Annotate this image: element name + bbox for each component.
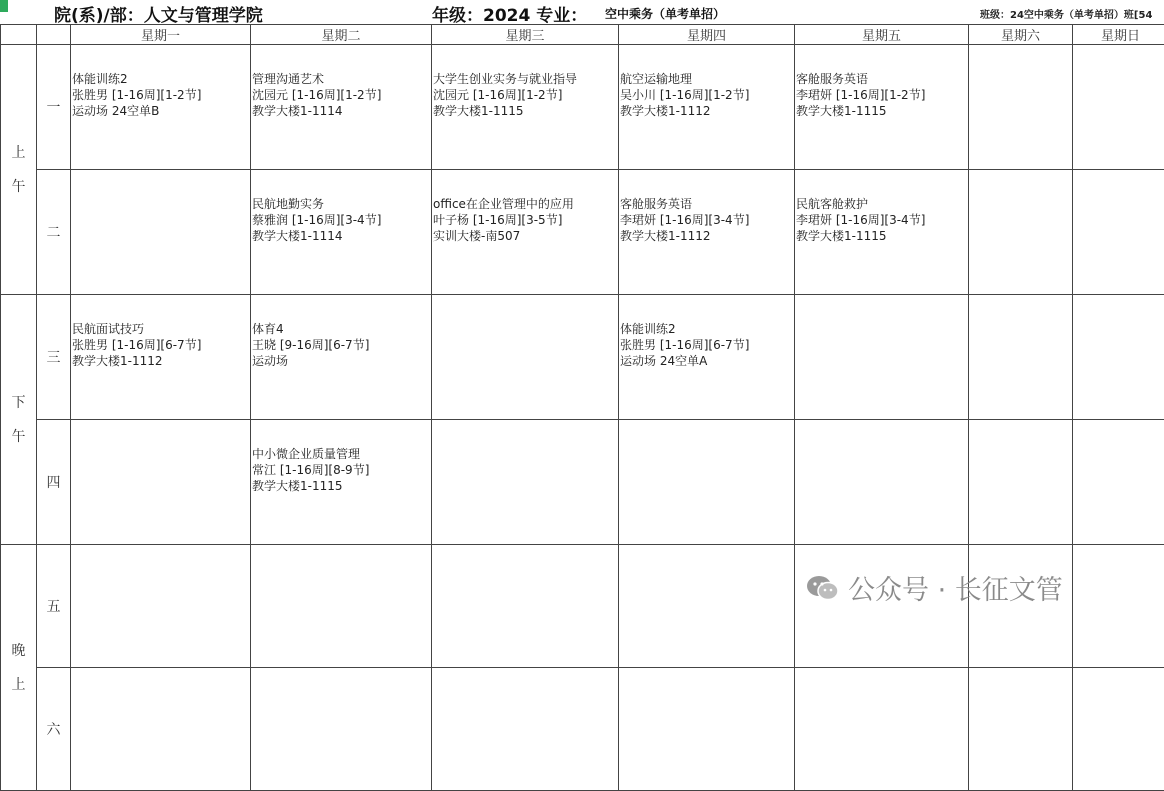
major-name: 空中乘务（单考单招）	[605, 5, 725, 22]
day-header: 星期二	[251, 25, 432, 45]
grade-major-label: 年级：2024 专业：	[432, 1, 587, 26]
course-teacher: 吴小川 [1-16周][1-2节]	[620, 87, 794, 103]
course-cell[interactable]	[619, 295, 795, 420]
course-room: 教学大楼1-1114	[252, 228, 431, 244]
course-name: 体能训练2	[620, 321, 794, 337]
course-room: 教学大楼1-1114	[252, 103, 431, 119]
course-name: 体能训练2	[72, 71, 250, 87]
day-header: 星期四	[619, 25, 795, 45]
period-row	[1, 170, 1164, 295]
course-cell[interactable]	[619, 170, 795, 295]
course-room: 运动场 24空单A	[620, 353, 794, 369]
empty-cell	[251, 668, 432, 791]
course-name: 大学生创业实务与就业指导	[433, 71, 618, 87]
empty-cell	[1073, 420, 1164, 545]
session-char: 上	[1, 668, 36, 702]
period-label: 一	[37, 45, 71, 170]
period-label: 四	[37, 420, 71, 545]
course-room: 运动场 24空单B	[72, 103, 250, 119]
empty-cell	[969, 420, 1073, 545]
watermark-text: 公众号 · 长征文管	[848, 568, 1063, 607]
day-header: 星期一	[71, 25, 251, 45]
course-teacher: 蔡雅润 [1-16周][3-4节]	[252, 212, 431, 228]
session-char: 下	[1, 386, 36, 420]
empty-cell	[1073, 545, 1164, 668]
session-char: 晚	[1, 634, 36, 668]
course-room: 实训大楼-南507	[433, 228, 618, 244]
day-header: 星期三	[432, 25, 619, 45]
period-label: 三	[37, 295, 71, 420]
day-header: 星期五	[795, 25, 969, 45]
course-room: 教学大楼1-1112	[72, 353, 250, 369]
empty-cell	[619, 668, 795, 791]
empty-cell	[969, 170, 1073, 295]
course-room: 运动场	[252, 353, 431, 369]
empty-cell	[795, 420, 969, 545]
class-info: 班级：24空中乘务（单考单招）班[54	[980, 6, 1152, 21]
course-name: 航空运输地理	[620, 71, 794, 87]
timetable	[0, 24, 1164, 791]
day-header-row	[1, 25, 1164, 45]
empty-cell	[432, 420, 619, 545]
watermark	[806, 568, 1063, 607]
period-row	[1, 420, 1164, 545]
course-cell[interactable]	[71, 295, 251, 420]
course-cell[interactable]	[71, 45, 251, 170]
course-name: 民航客舱救护	[796, 196, 968, 212]
course-teacher: 张胜男 [1-16周][6-7节]	[72, 337, 250, 353]
session-label-morning	[1, 45, 37, 295]
period-row	[1, 295, 1164, 420]
period-row	[1, 45, 1164, 170]
course-teacher: 张胜男 [1-16周][1-2节]	[72, 87, 250, 103]
empty-cell	[795, 668, 969, 791]
course-teacher: 常江 [1-16周][8-9节]	[252, 462, 431, 478]
course-name: 体育4	[252, 321, 431, 337]
course-teacher: 李珺妍 [1-16周][3-4节]	[620, 212, 794, 228]
course-cell[interactable]	[795, 45, 969, 170]
day-header: 星期日	[1073, 25, 1164, 45]
course-teacher: 王晓 [9-16周][6-7节]	[252, 337, 431, 353]
department-label: 院(系)/部：人文与管理学院	[54, 1, 263, 26]
course-room: 教学大楼1-1112	[620, 228, 794, 244]
course-teacher: 沈园元 [1-16周][1-2节]	[252, 87, 431, 103]
course-name: 客舱服务英语	[796, 71, 968, 87]
empty-cell	[1073, 170, 1164, 295]
course-cell[interactable]	[432, 170, 619, 295]
course-name: 民航面试技巧	[72, 321, 250, 337]
course-cell[interactable]	[795, 170, 969, 295]
course-cell[interactable]	[251, 420, 432, 545]
period-row	[1, 668, 1164, 791]
course-room: 教学大楼1-1115	[433, 103, 618, 119]
empty-cell	[71, 545, 251, 668]
course-room: 教学大楼1-1112	[620, 103, 794, 119]
empty-cell	[71, 668, 251, 791]
empty-cell	[1073, 668, 1164, 791]
course-cell[interactable]	[432, 45, 619, 170]
corner-cell	[1, 25, 37, 45]
session-char: 午	[1, 170, 36, 204]
period-label: 六	[37, 668, 71, 791]
course-name: 客舱服务英语	[620, 196, 794, 212]
empty-cell	[251, 545, 432, 668]
course-teacher: 叶子杨 [1-16周][3-5节]	[433, 212, 618, 228]
course-cell[interactable]	[251, 170, 432, 295]
course-room: 教学大楼1-1115	[796, 228, 968, 244]
course-room: 教学大楼1-1115	[796, 103, 968, 119]
empty-cell	[432, 295, 619, 420]
empty-cell	[969, 295, 1073, 420]
empty-cell	[432, 668, 619, 791]
empty-cell	[619, 545, 795, 668]
empty-cell	[795, 295, 969, 420]
course-teacher: 李珺妍 [1-16周][1-2节]	[796, 87, 968, 103]
wechat-icon	[806, 575, 840, 601]
timetable-header	[0, 0, 1164, 24]
course-cell[interactable]	[619, 45, 795, 170]
empty-cell	[969, 668, 1073, 791]
course-room: 教学大楼1-1115	[252, 478, 431, 494]
course-teacher: 李珺妍 [1-16周][3-4节]	[796, 212, 968, 228]
course-teacher: 沈园元 [1-16周][1-2节]	[433, 87, 618, 103]
empty-cell	[432, 545, 619, 668]
day-header: 星期六	[969, 25, 1073, 45]
period-label: 二	[37, 170, 71, 295]
session-label-evening	[1, 545, 37, 791]
course-name: office在企业管理中的应用	[433, 196, 618, 212]
empty-cell	[71, 170, 251, 295]
session-char: 午	[1, 420, 36, 454]
empty-cell	[969, 45, 1073, 170]
course-cell[interactable]	[251, 45, 432, 170]
empty-cell	[1073, 45, 1164, 170]
empty-cell	[1073, 295, 1164, 420]
period-label: 五	[37, 545, 71, 668]
course-name: 管理沟通艺术	[252, 71, 431, 87]
empty-cell	[619, 420, 795, 545]
course-teacher: 张胜男 [1-16周][6-7节]	[620, 337, 794, 353]
session-label-afternoon	[1, 295, 37, 545]
course-name: 中小微企业质量管理	[252, 446, 431, 462]
corner-cell	[37, 25, 71, 45]
empty-cell	[71, 420, 251, 545]
course-cell[interactable]	[251, 295, 432, 420]
session-char: 上	[1, 136, 36, 170]
course-name: 民航地勤实务	[252, 196, 431, 212]
